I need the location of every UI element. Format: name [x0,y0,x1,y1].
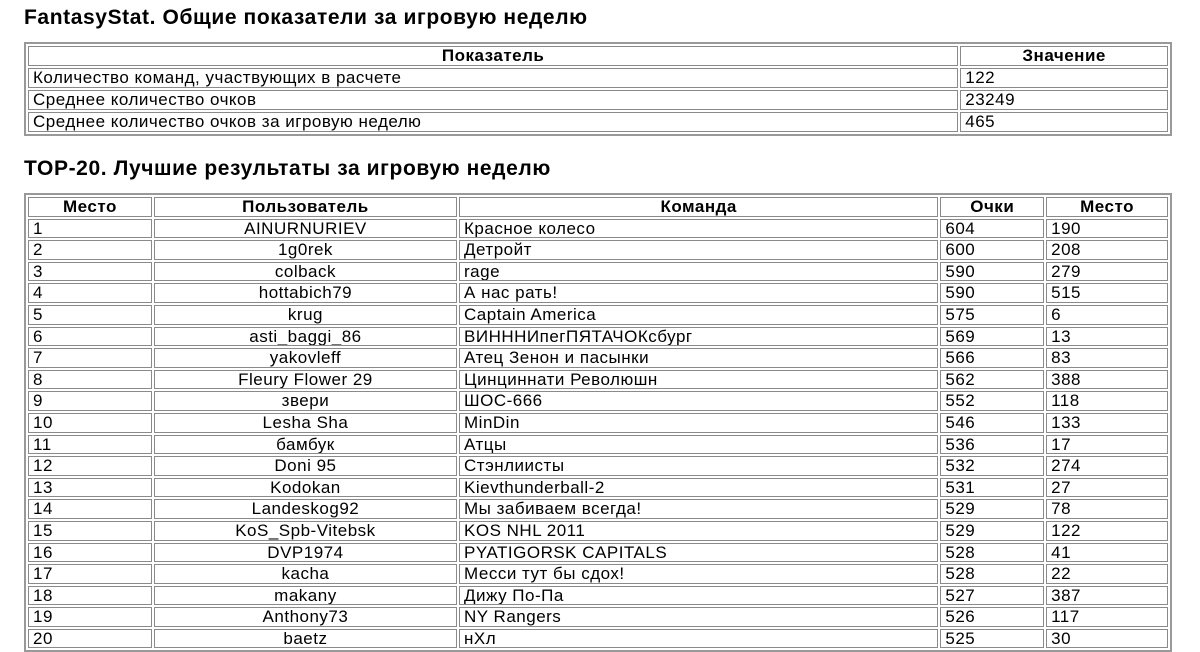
rank-cell: 15 [28,521,152,541]
summary-metric-cell: Количество команд, участвующих в расчете [28,68,958,88]
team-cell: Детройт [459,240,938,260]
place-cell: 27 [1046,478,1168,498]
points-cell: 529 [940,499,1044,519]
points-cell: 590 [940,262,1044,282]
table-row [28,607,1168,627]
rank-cell: 11 [28,435,152,455]
table-row [28,435,1168,455]
points-cell: 552 [940,391,1044,411]
points-cell: 527 [940,586,1044,606]
team-cell: А нас рать! [459,283,938,303]
team-cell: MinDin [459,413,938,433]
table-row [28,283,1168,303]
summary-header-row [28,46,1168,66]
header-rank: Место [28,197,152,217]
user-cell: asti_baggi_86 [154,327,457,347]
summary-row [28,90,1168,110]
summary-row [28,112,1168,132]
summary-body [28,68,1168,132]
user-cell: KoS_Spb-Vitebsk [154,521,457,541]
place-cell: 122 [1046,521,1168,541]
user-cell: krug [154,305,457,325]
rank-cell: 6 [28,327,152,347]
rank-cell: 20 [28,629,152,649]
table-row [28,586,1168,606]
points-cell: 590 [940,283,1044,303]
place-cell: 41 [1046,543,1168,563]
rank-cell: 12 [28,456,152,476]
rank-cell: 2 [28,240,152,260]
table-row [28,456,1168,476]
user-cell: Doni 95 [154,456,457,476]
user-cell: baetz [154,629,457,649]
table-row [28,327,1168,347]
points-cell: 526 [940,607,1044,627]
points-cell: 525 [940,629,1044,649]
summary-row [28,68,1168,88]
team-cell: Kievthunderball-2 [459,478,938,498]
table-row [28,499,1168,519]
team-cell: KOS NHL 2011 [459,521,938,541]
user-cell: Fleury Flower 29 [154,370,457,390]
points-cell: 566 [940,348,1044,368]
summary-value-cell: 23249 [960,90,1168,110]
user-cell: makany [154,586,457,606]
place-cell: 13 [1046,327,1168,347]
user-cell: Lesha Sha [154,413,457,433]
team-cell: rage [459,262,938,282]
points-cell: 604 [940,219,1044,239]
header-team: Команда [459,197,938,217]
table-row [28,240,1168,260]
team-cell: Мы забиваем всегда! [459,499,938,519]
place-cell: 387 [1046,586,1168,606]
team-cell: Стэнлиисты [459,456,938,476]
team-cell: ВИНННИпегПЯТАЧОКсбург [459,327,938,347]
team-cell: Месси тут бы сдох! [459,564,938,584]
header-points: Очки [940,197,1044,217]
header-place: Место [1046,197,1168,217]
place-cell: 515 [1046,283,1168,303]
table-row [28,391,1168,411]
place-cell: 279 [1046,262,1168,282]
rank-cell: 19 [28,607,152,627]
summary-metric-cell: Среднее количество очков за игровую неделю [28,112,958,132]
table-row [28,543,1168,563]
team-cell: Цинциннати Революшн [459,370,938,390]
table-row [28,305,1168,325]
table-row [28,521,1168,541]
rank-cell: 10 [28,413,152,433]
user-cell: Kodokan [154,478,457,498]
rank-cell: 7 [28,348,152,368]
top20-header-row [28,197,1168,217]
table-row [28,629,1168,649]
user-cell: hottabich79 [154,283,457,303]
team-cell: Дижу По-Па [459,586,938,606]
header-metric: Показатель [28,46,958,66]
summary-value-cell: 122 [960,68,1168,88]
user-cell: звери [154,391,457,411]
rank-cell: 16 [28,543,152,563]
user-cell: yakovleff [154,348,457,368]
summary-title: FantasyStat. Общие показатели за игровую неделю [24,6,588,29]
table-row [28,478,1168,498]
summary-value-cell: 465 [960,112,1168,132]
place-cell: 83 [1046,348,1168,368]
user-cell: бамбук [154,435,457,455]
top20-title: TOP-20. Лучшие результаты за игровую неделю [24,157,551,180]
user-cell: Anthony73 [154,607,457,627]
rank-cell: 17 [28,564,152,584]
place-cell: 30 [1046,629,1168,649]
summary-table [24,42,1172,136]
rank-cell: 9 [28,391,152,411]
points-cell: 528 [940,564,1044,584]
table-row [28,564,1168,584]
rank-cell: 8 [28,370,152,390]
place-cell: 6 [1046,305,1168,325]
user-cell: AINURNURIEV [154,219,457,239]
rank-cell: 5 [28,305,152,325]
rank-cell: 13 [28,478,152,498]
place-cell: 118 [1046,391,1168,411]
place-cell: 78 [1046,499,1168,519]
points-cell: 569 [940,327,1044,347]
summary-metric-cell: Среднее количество очков [28,90,958,110]
rank-cell: 3 [28,262,152,282]
points-cell: 528 [940,543,1044,563]
table-row [28,219,1168,239]
rank-cell: 1 [28,219,152,239]
place-cell: 388 [1046,370,1168,390]
points-cell: 600 [940,240,1044,260]
place-cell: 133 [1046,413,1168,433]
points-cell: 546 [940,413,1044,433]
team-cell: Атец Зенон и пасынки [459,348,938,368]
points-cell: 536 [940,435,1044,455]
place-cell: 190 [1046,219,1168,239]
team-cell: Атцы [459,435,938,455]
team-cell: PYATIGORSK CAPITALS [459,543,938,563]
team-cell: Captain America [459,305,938,325]
user-cell: Landeskog92 [154,499,457,519]
table-row [28,348,1168,368]
user-cell: 1g0rek [154,240,457,260]
header-value: Значение [960,46,1168,66]
team-cell: NY Rangers [459,607,938,627]
points-cell: 529 [940,521,1044,541]
top20-body [28,219,1168,649]
table-row [28,413,1168,433]
points-cell: 531 [940,478,1044,498]
place-cell: 117 [1046,607,1168,627]
user-cell: DVP1974 [154,543,457,563]
rank-cell: 14 [28,499,152,519]
top20-table [24,193,1172,652]
table-row [28,262,1168,282]
place-cell: 22 [1046,564,1168,584]
points-cell: 575 [940,305,1044,325]
user-cell: kacha [154,564,457,584]
team-cell: Красное колесо [459,219,938,239]
rank-cell: 4 [28,283,152,303]
points-cell: 532 [940,456,1044,476]
place-cell: 208 [1046,240,1168,260]
table-row [28,370,1168,390]
user-cell: colback [154,262,457,282]
place-cell: 274 [1046,456,1168,476]
team-cell: нХл [459,629,938,649]
rank-cell: 18 [28,586,152,606]
points-cell: 562 [940,370,1044,390]
team-cell: ШОС-666 [459,391,938,411]
header-user: Пользователь [154,197,457,217]
place-cell: 17 [1046,435,1168,455]
